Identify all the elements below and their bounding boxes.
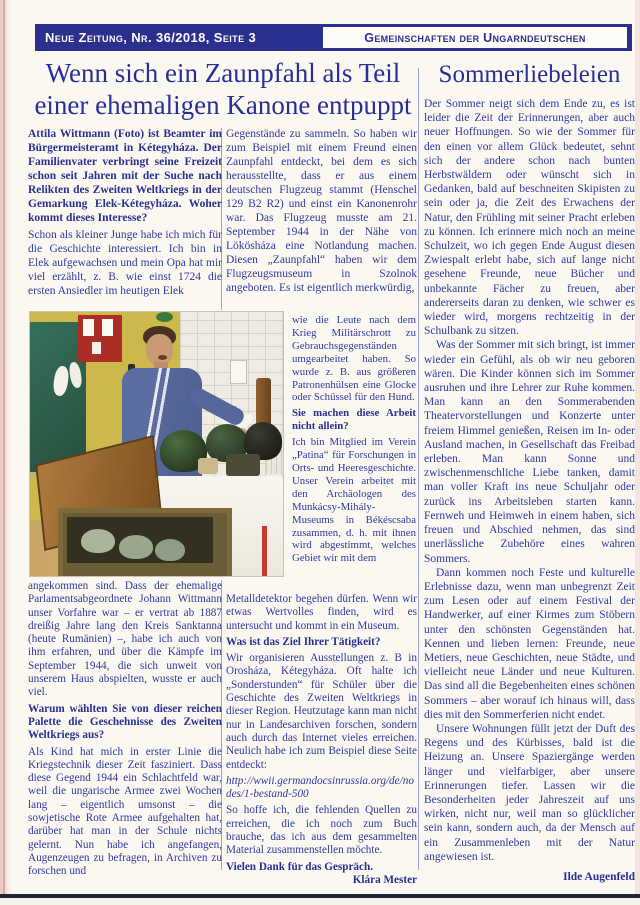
article-title <box>28 57 418 121</box>
column2-top <box>226 127 417 298</box>
crate-interior <box>67 517 213 563</box>
buff-item <box>198 458 218 474</box>
answer2-part3: wie die Leute nach dem Krieg Militärschrott zu Gebrauchsgegenständen umgearbeitet haben. So wurde z. B. aus größeren Patronenhülsen eine Glocke oder Schüssel für den Hund. <box>292 314 416 404</box>
column1-top <box>28 127 222 301</box>
masthead-bar <box>35 24 632 51</box>
photo-classroom-exhibition <box>30 312 283 576</box>
answer1-part2: angekommen sind. Dass der ehemalige Parlamentsabgeordnete Johann Wittmann unser Vorfahre war – er vertrat ab 1887 dreißig Jahre lang den Kreis Sanktanna (heute Rumänien) –, habe ich auch von ihm erfahren, und über die Kämpfe im September 1944, die sich unweit von unserem Haus abspielten, wusste er auch viel. <box>28 580 222 699</box>
shell-casing <box>256 378 271 428</box>
article-title-line1: Wenn sich ein Zaunpfahl als Teil <box>45 58 401 88</box>
article-title-line2: einer ehemaligen Kanone entpuppt <box>34 90 412 120</box>
essay-paragraph-4: Unsere Wohnungen füllt jetzt der Duft des Regens und des Kürbisses, bald ist die Heizung an. Unsere Spaziergänge werden länger und vielfarbiger, aber unsere Erinnerungen tiefer. Lassen wir die Besonderheiten jeder Jahreszeit auf uns wirken, nicht nur, weil man so glücklicher sein kann, sondern auch, da der Mensch auf ein Zusammenleben mit der Natur angewiesen ist. <box>424 722 635 863</box>
satchel <box>226 454 260 476</box>
red-display-board <box>78 315 122 362</box>
masthead-section-box <box>323 27 627 48</box>
essay-signature: Ilde Augenfeld <box>563 870 635 883</box>
column2-bottom <box>226 593 417 890</box>
answer4-part2: So hoffe ich, die fehlenden Quellen zu erreichen, die ich noch zum Buch brauche, das ich aus dem gesammelten Material zusammenstellen möchte. <box>226 804 417 857</box>
helmet-pale <box>119 535 153 559</box>
scan-edge-left <box>0 0 13 905</box>
masthead-section-label: Gemeinschaften der Ungarndeutschen <box>364 30 586 45</box>
interview-thanks: Vielen Dank für das Gespräch. <box>226 860 374 873</box>
man-mouth <box>158 355 167 360</box>
helmet-pale <box>155 539 185 561</box>
green-garland <box>156 312 173 322</box>
red-table-leg <box>262 526 267 576</box>
column2-narrow <box>292 314 416 568</box>
question2: Warum wählten Sie von dieser reichen Palette die Geschehnisse des Zweiten Weltkriegs aus? <box>28 702 222 742</box>
essay-paragraph-3: Dann kommen noch Feste und kulturelle Erlebnisse dazu, wenn man unbegrenzt Zeit zum Lesen oder auf einem Festival der Handwerker, auf einer Kirmes zum Stöbern unter den schönsten Gegenständen hat. Kennen und lieben lernen: Freunde, neue Metiers, neue Geschichten, neue Städte, und vielleicht neue Länder und neue Kulturen. Das sind all die Begebenheiten eines schönen Sommers – aber worauf ich hinaus will, dass dies mit den Sommerferien nicht endet. <box>424 566 635 721</box>
column1-bottom <box>28 580 222 882</box>
answer3-part1: Ich bin Mitglied im Verein „Patina“ für Forschungen in Orts- und Heeresgeschichte. Unser Verein arbeitet mit den Archäologen des Munkácsy-Mihály-Museums in Békéscsaba zusammen, d. h. mit ihnen wird abgestimmt, welches Gebiet wir mit dem <box>292 436 416 565</box>
answer2-part2: Gegenstände zu sammeln. So haben wir zum Beispiel mit einem Freund einen Zaunpfahl entdeckt, bei dem es sich herausstellte, dass er aus einem deutschen Flugzeug stammt (Henschel 129 B2 R2) und einst ein Kanonenrohr war. Das Flugzeug musste am 21. September 1944 in der Nähe von Lökösháza eine Notlandung machen. Diesen „Zaunpfahl“ haben wir dem Flugzeugsmuseum in Szolnok angeboten. Es ist eigentlich merkwürdig, <box>226 128 417 294</box>
small-poster <box>230 360 247 384</box>
helmet-pale <box>81 529 115 553</box>
scan-edge-right <box>635 0 640 905</box>
essay-paragraph-2: Was der Sommer mit sich bringt, ist immer wieder ein Gefühl, als ob wir neu geboren wären. Die Kinder können sich im Sommer ausruhen und ihre Lehrer zur Ruhe kommen. Man kann an den Sommerabenden Theatervorstellungen und Konzerte unter freiem Himmel genießen, Reisen im In- oder Ausland machen, in Gesellschaft das Freibad erleben. Man kann Sonne und zwischenmenschliche Liebe tanken, damit man voller Kraft ins neue Schuljahr oder zurück ins Arbeitsleben starten kann. Fernweh und Heimweh in einem haben, sich freuen und Abschied nehmen, das sind unerlässliche Zubehöre eines wahren Sommers. <box>424 339 635 565</box>
column-rule-2 <box>418 68 419 870</box>
website-url: http://wwii.germandocsinrussia.org/de/nodes/1-bestand-500 <box>226 774 414 801</box>
masthead-issue-label: Neue Zeitung, Nr. 36/2018, Seite 3 <box>45 30 257 45</box>
pinned-paper <box>92 342 101 354</box>
essay-column <box>424 97 635 884</box>
answer3-part2: Metalldetektor begehen dürfen. Wenn wir etwas Wertvolles finden, wird es untersucht und kommt in ein Museum. <box>226 593 417 632</box>
interview-intro: Attila Wittmann (Foto) ist Beamter im Bürgermeisteramt in Kétegyháza. Der Familienvater verbringt seine Freizeit schon seit Jahren mit der Suche nach Relikten des Zweiten Weltkriegs in der Gemarkung Elek-Kétegyháza. Woher kommt dieses Interesse? <box>28 128 222 224</box>
answer2-part1: Als Kind hat mich in erster Linie die Kriegstechnik dieser Zeit fasziniert. Dass diese Gegend 1944 ein Schlachtfeld war, weil die ungarische Armee zwei Wochen lang – eigentlich umsonst – die sowjetische Rote Armee aufgehalten hat, darüber hat man in der Schule nichts gelernt. Nun habe ich angefangen, Augenzeugen zu befragen, in Archiven zu forschen und <box>28 745 222 878</box>
scan-bottom-margin <box>0 898 640 905</box>
pinned-paper <box>83 319 94 336</box>
answer4-part1: Wir organisieren Ausstellungen z. B in Orosháza, Kétegyháza. Oft halte ich „Sonderstunden“ für Schüler über die Geschichte des Zweiten Weltkriegs in dieser Region. Heutzutage kann man nicht nur in Landesarchiven forschen, sondern auch durch das Internet vieles erreichen. Neulich habe ich zum Beispiel diese Seite entdeckt: <box>226 652 417 771</box>
question3: Sie machen diese Arbeit nicht allein? <box>292 407 416 433</box>
scan-edge-line <box>3 0 5 905</box>
question4: Was ist das Ziel Ihrer Tätigkeit? <box>226 635 381 648</box>
essay-title: Sommerliebeleien <box>438 61 621 88</box>
pinned-paper <box>102 319 113 336</box>
answer1-part1: Schon als kleiner Junge habe ich mich für die Geschichte interessiert. Ich bin in Elek aufgewachsen und mein Opa hat mir viel erzählt, z. B. wie einst 1724 die ersten Ansiedler im heutigen Elek <box>28 229 222 297</box>
wooden-crate <box>58 508 232 576</box>
interview-signature: Klára Mester <box>352 873 417 886</box>
essay-paragraph-1: Der Sommer neigt sich dem Ende zu, es ist leider die Zeit der Erinnerungen, aber auch neuer Hoffnungen. So wie der Sommer für den einen vor allem Glück bedeutet, sehnt sich der andere schon nach bunten Herbstwäldern oder wünscht sich in Gedanken, bald auf beschneiten Skipisten zu sein oder ja, die Zeit des Erwachens der Natur, den Frühling mit seiner Pracht erleben zu können. Ich erinnere mich noch an meine Schulzeit, wo ich gegen Ende August diesen Zwiespalt erlebt habe, sich auf lange nicht gesehene Freunde, neue Bücher und unbekannte Fächer zu freuen, aber andererseits daran zu denken, wie schwer es wieder wird, morgens rechtzeitig in der Schulbank zu sitzen. <box>424 98 635 338</box>
